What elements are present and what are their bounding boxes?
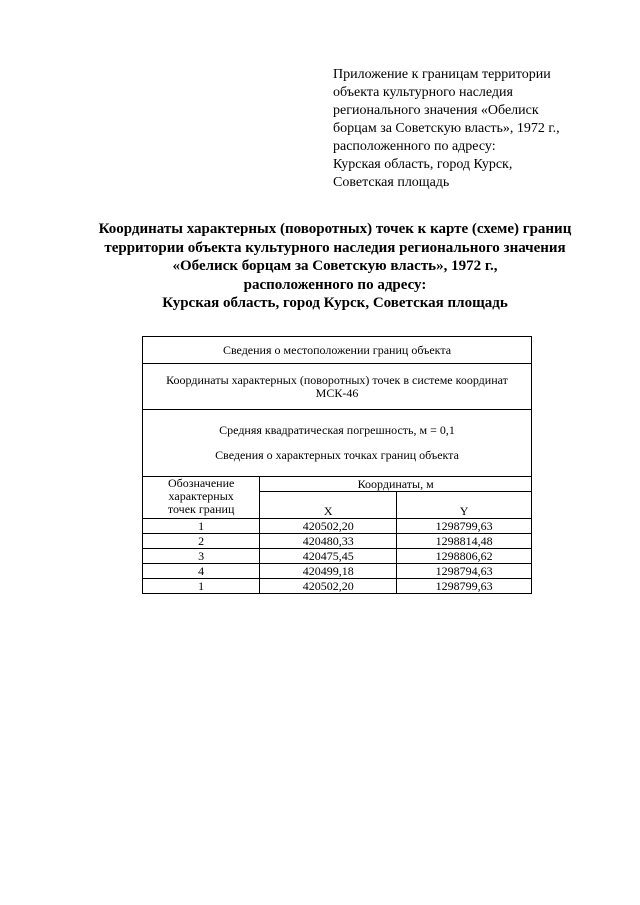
point-id: 4 [143,564,260,579]
point-x: 420480,33 [260,534,397,549]
point-y: 1298794,63 [397,564,532,579]
coord-system-cell: Координаты характерных (поворотных) точек в системе координат МСК-46 [143,364,532,410]
title-line: территории объекта культурного наследия регионального значения [104,239,566,256]
table-row [143,519,532,534]
point-id: 3 [143,549,260,564]
point-y: 1298799,63 [397,579,532,594]
appendix-line: регионального значения «Обелиск [333,103,539,118]
appendix-note [333,66,613,192]
appendix-line: Приложение к границам территории [333,67,551,82]
table-row [143,534,532,549]
point-x: 420502,20 [260,579,397,594]
table-row [143,564,532,579]
table-row [143,579,532,594]
document-title [60,220,610,313]
designation-header [143,477,260,519]
x-header: X [260,492,397,519]
appendix-line: Курская область, город Курск, [333,157,513,172]
point-y: 1298814,48 [397,534,532,549]
points-header: Сведения о характерных точках границ объекта [215,448,459,462]
designation-header-line: точек границ [167,502,235,516]
point-id: 1 [143,579,260,594]
point-id: 1 [143,519,260,534]
point-x: 420475,45 [260,549,397,564]
appendix-line: расположенного по адресу: [333,139,496,154]
point-x: 420502,20 [260,519,397,534]
title-line: Координаты характерных (поворотных) точек к карте (схеме) границ [98,221,572,237]
designation-header-line: характерных [168,489,234,503]
coords-header: Координаты, м [260,477,532,492]
appendix-line: борцам за Советскую власть», 1972 г., [333,121,560,136]
point-x: 420499,18 [260,564,397,579]
title-line: расположенного по адресу: [243,276,427,293]
title-line: «Обелиск борцам за Советскую власть», 1972 г., [172,258,498,274]
appendix-line: Советская площадь [333,175,450,190]
y-header: Y [397,492,532,519]
coordinates-table [142,336,532,594]
table-row [143,549,532,564]
designation-header-line: Обозначение [168,476,235,490]
error-text: Средняя квадратическая погрешность, м = 0,1 [219,423,455,437]
point-y: 1298806,62 [397,549,532,564]
appendix-line: объекта культурного наследия [333,85,513,100]
point-y: 1298799,63 [397,519,532,534]
location-header: Сведения о местоположении границ объекта [143,337,532,364]
point-id: 2 [143,534,260,549]
title-line: Курская область, город Курск, Советская площадь [162,295,508,311]
error-and-points-cell [143,410,532,477]
